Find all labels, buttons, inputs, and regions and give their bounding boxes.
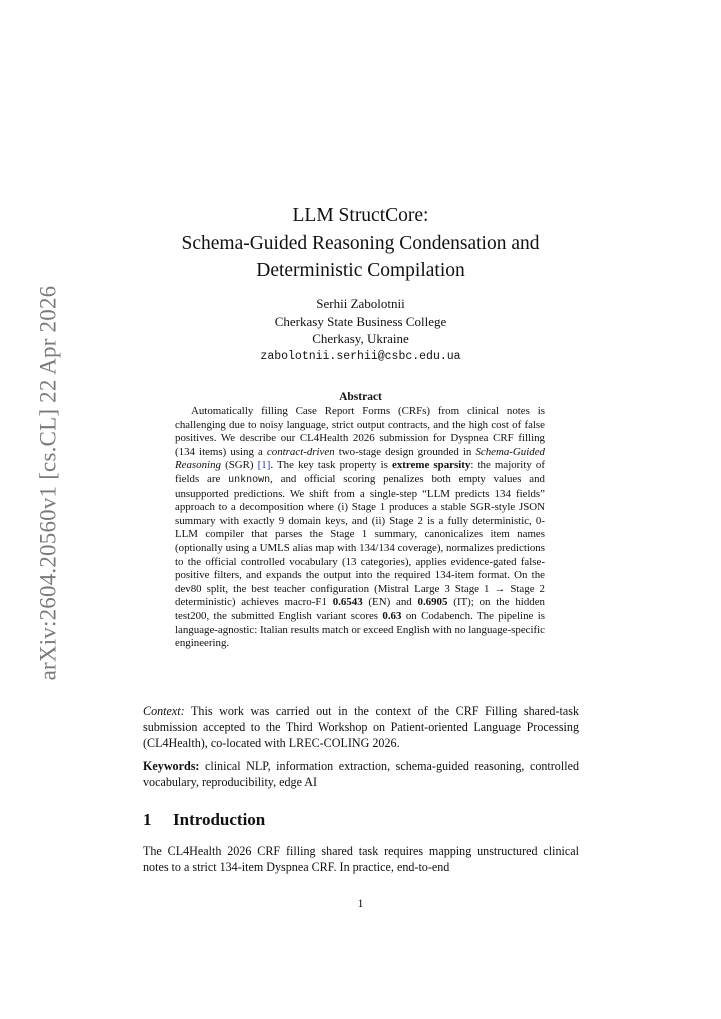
abstract-body <box>175 405 545 651</box>
context-label: Context: <box>143 704 185 718</box>
keywords-text: clinical NLP, information extraction, schema-guided reasoning, controlled vocabulary, reproducibility, edge AI <box>143 759 579 789</box>
context-text: This work was carried out in the context of the CRF Filling shared-task submission accepted to the Third Workshop on Patient-oriented Language Processing (CL4Health), co-located with LREC-COLING 2026. <box>143 704 579 750</box>
abstract-text: Automatically filling Case Report Forms (CRFs) from clinical notes is challenging due to noisy language, strict output contracts, and the high cost of false positives. We describe our CL4Health 2026 submission for Dyspnea CRF filling (134 items) using a <box>175 405 545 458</box>
abstract-text: on Codabench. The pipeline is language-agnostic: Italian results match or exceed English with no language-specific engineering. <box>175 609 545 650</box>
abstract-emphasis: contract-driven <box>266 445 335 458</box>
introduction-paragraph: The CL4Health 2026 CRF filling shared task requires mapping unstructured clinical notes to a strict 134-item Dyspnea CRF. In practice, end-to-end <box>143 844 579 874</box>
abstract-bold: 0.63 <box>382 609 402 622</box>
author-email[interactable]: zabolotnii.serhii@csbc.edu.ua <box>260 349 461 363</box>
abstract-emphasis: Schema-Guided Reasoning <box>175 445 545 472</box>
title-line-2: Schema-Guided Reasoning Condensation and <box>181 232 540 254</box>
abstract-bold: extreme sparsity <box>392 459 471 472</box>
abstract-text: , and official scoring penalizes both empty values and unsupported predictions. We shift from a single-step “LLM predicts 134 fields” approach to a decomposition where (i) Stage 1 produces a stable SGR-style JSON summary with exactly 9 domain keys, and (ii) Stage 2 is a fully deterministic, 0-LLM compiler that parses the Stage 1 summary, canonicalizes item names (optionally using a UMLS alias map with 134/134 coverage), normalizes predictions to the official controlled vocabulary (13 categories), applies evidence-gated false-positive filters, and expands the output into the required 134-item format. On the dev80 split, the best teacher configuration (Mistral Large 3 Stage 1 → Stage 2 deterministic) achieves macro-F1 <box>175 472 545 609</box>
abstract-text: two-stage design grounded in <box>334 445 476 458</box>
abstract-code: unknown <box>228 474 271 486</box>
keywords-label: Keywords: <box>143 759 200 773</box>
author-affiliation: Cherkasy State Business College <box>274 313 447 329</box>
title-line-3: Deterministic Compilation <box>256 260 465 281</box>
page-number: 1 <box>357 896 364 910</box>
abstract-bold: 0.6905 <box>417 596 448 609</box>
abstract-text: (IT); on the hidden test200, the submitted English variant scores <box>175 596 545 622</box>
section-heading <box>143 810 265 830</box>
abstract-text: . The key task property is <box>270 459 392 472</box>
author-block <box>0 295 721 365</box>
abstract-bold: 0.6543 <box>332 596 363 609</box>
abstract-text: (SGR) <box>220 459 258 472</box>
citation-link[interactable]: [1] <box>257 459 271 472</box>
paper-title <box>0 202 721 285</box>
title-line-1: LLM StructCore: <box>292 205 429 226</box>
section-title: Introduction <box>173 810 266 829</box>
abstract-text: (EN) and <box>362 596 418 609</box>
author-location: Cherkasy, Ukraine <box>312 331 409 346</box>
abstract-text: : the majority of fields are <box>175 459 545 485</box>
context-paragraph <box>143 703 579 751</box>
author-name: Serhii Zabolotnii <box>316 296 405 311</box>
section-number: 1 <box>143 810 152 829</box>
keywords-paragraph <box>143 758 579 790</box>
abstract-heading: Abstract <box>339 391 382 403</box>
arxiv-identifier: arXiv:2604.20560v1 [cs.CL] 22 Apr 2026 <box>35 285 61 681</box>
